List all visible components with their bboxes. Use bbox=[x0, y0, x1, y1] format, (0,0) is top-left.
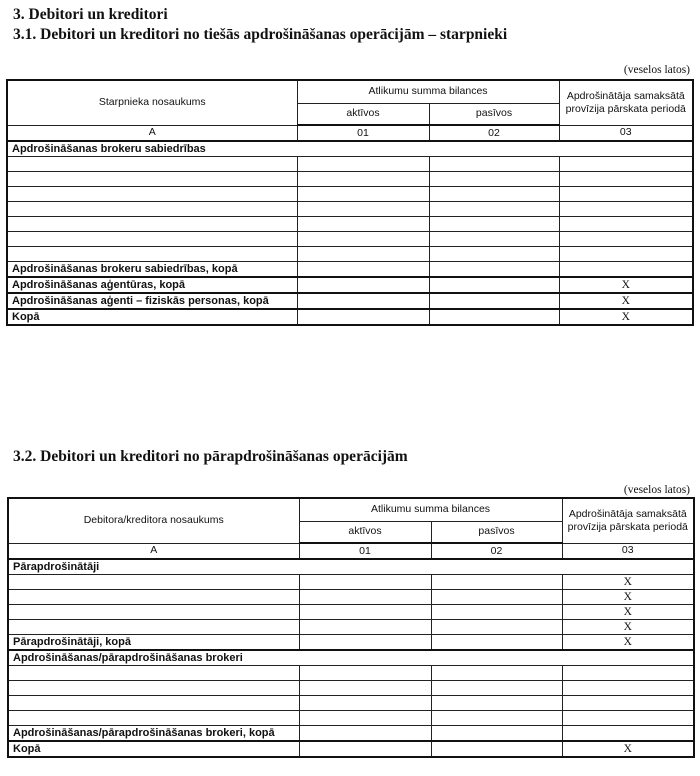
code-02: 02 bbox=[429, 125, 559, 141]
section1-unit: (veselos latos) bbox=[623, 64, 690, 76]
table-row[interactable] bbox=[8, 711, 694, 726]
total-row: Kopā X bbox=[8, 741, 694, 757]
table-row[interactable] bbox=[7, 202, 693, 217]
code-03: 03 bbox=[562, 543, 694, 559]
table-row: Apdrošināšanas aģenti – fiziskās personas, kopā X bbox=[7, 293, 693, 309]
col-header-commission: Apdrošinātāja samaksātā provīzija pārskata periodā bbox=[562, 498, 694, 543]
group-label-brokers: Apdrošināšanas/pārapdrošināšanas brokeri bbox=[8, 650, 694, 666]
table-row[interactable] bbox=[8, 696, 694, 711]
table-row[interactable] bbox=[7, 247, 693, 262]
table-row: Apdrošināšanas aģentūras, kopā X bbox=[7, 277, 693, 293]
table-row[interactable] bbox=[7, 172, 693, 187]
table-row[interactable] bbox=[8, 666, 694, 681]
table-row: Apdrošināšanas brokeru sabiedrības, kopā bbox=[7, 262, 693, 278]
table-row[interactable]: X bbox=[8, 590, 694, 605]
group-label: Apdrošināšanas brokeru sabiedrības bbox=[7, 141, 693, 157]
col-header-assets: aktīvos bbox=[297, 103, 429, 125]
col-header-liabilities: pasīvos bbox=[429, 103, 559, 125]
col-header-balance: Atlikumu summa bilances bbox=[297, 80, 559, 103]
code-01: 01 bbox=[297, 125, 429, 141]
col-header-liabilities: pasīvos bbox=[431, 521, 562, 543]
total-row: Kopā X bbox=[7, 309, 693, 325]
table-intermediaries bbox=[6, 79, 694, 326]
col-header-assets: aktīvos bbox=[299, 521, 431, 543]
section2-title: 3.2. Debitori un kreditori no pārapdrošināšanas operācijām bbox=[13, 448, 408, 465]
table-row[interactable]: X bbox=[8, 620, 694, 635]
code-03: 03 bbox=[559, 125, 693, 141]
heading-main: 3. Debitori un kreditori bbox=[13, 6, 168, 23]
code-a: A bbox=[8, 543, 299, 559]
section1-title: 3.1. Debitori un kreditori no tiešās apdrošināšanas operācijām – starpnieki bbox=[13, 26, 508, 43]
section2-unit: (veselos latos) bbox=[623, 484, 690, 496]
col-header-commission: Apdrošinātāja samaksātā provīzija pārskata periodā bbox=[559, 80, 693, 125]
code-a: A bbox=[7, 125, 297, 141]
table-row[interactable] bbox=[7, 232, 693, 247]
code-01: 01 bbox=[299, 543, 431, 559]
col-header-name: Debitora/kreditora nosaukums bbox=[8, 498, 299, 543]
subtotal-row: Pārapdrošinātāji, kopā X bbox=[8, 635, 694, 651]
table-row[interactable]: X bbox=[8, 575, 694, 590]
table-row[interactable] bbox=[7, 217, 693, 232]
subtotal-row: Apdrošināšanas/pārapdrošināšanas brokeri, kopā bbox=[8, 726, 694, 742]
table-row[interactable] bbox=[7, 157, 693, 172]
table-row[interactable] bbox=[7, 187, 693, 202]
table-row[interactable] bbox=[8, 681, 694, 696]
table-reinsurance bbox=[7, 497, 695, 758]
col-header-name: Starpnieka nosaukums bbox=[7, 80, 297, 125]
code-02: 02 bbox=[431, 543, 562, 559]
table-row[interactable]: X bbox=[8, 605, 694, 620]
col-header-balance: Atlikumu summa bilances bbox=[299, 498, 562, 521]
group-label-reinsurers: Pārapdrošinātāji bbox=[8, 559, 694, 575]
